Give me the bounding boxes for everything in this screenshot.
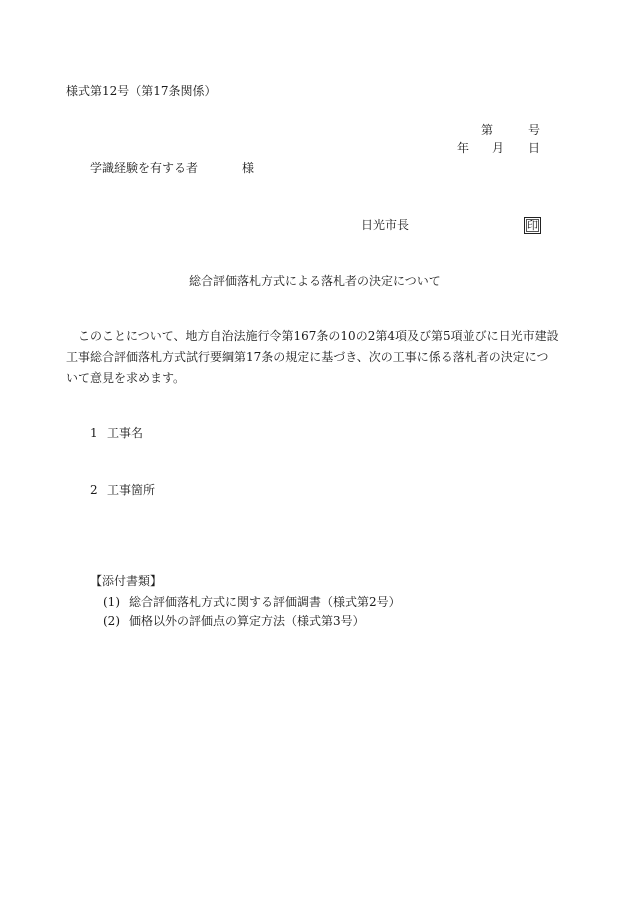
attachment-1-number: (1) xyxy=(103,595,120,609)
seal-mark: 印 xyxy=(524,217,541,234)
date-day: 日 xyxy=(528,141,541,155)
item-2-number: 2 xyxy=(90,483,98,497)
body-line: いて意見を求めます。 xyxy=(66,371,186,385)
form-number: 様式第12号（第17条関係） xyxy=(66,84,217,98)
document-title: 総合評価落札方式による落札者の決定について xyxy=(189,274,441,288)
doc-number-go: 号 xyxy=(528,123,541,137)
attachment-2-text: 価格以外の評価点の算定方法（様式第3号） xyxy=(129,614,365,628)
item-1-label: 工事名 xyxy=(107,426,144,440)
body-paragraph xyxy=(66,326,558,389)
attachments-heading: 【添付書類】 xyxy=(90,574,163,588)
body-line: 工事総合評価落札方式試行要綱第17条の規定に基づき、次の工事に係る落札者の決定につ xyxy=(66,350,549,364)
item-1-number: 1 xyxy=(90,426,98,440)
date-year: 年 xyxy=(457,141,470,155)
doc-number-dai: 第 xyxy=(481,123,494,137)
addressee-name: 学識経験を有する者 xyxy=(90,161,199,175)
sender-title: 日光市長 xyxy=(361,218,410,232)
item-2-label: 工事箇所 xyxy=(107,483,156,497)
date-month: 月 xyxy=(492,141,505,155)
attachment-1-text: 総合評価落札方式に関する評価調書（様式第2号） xyxy=(129,595,401,609)
body-line: このことについて、地方自治法施行令第167条の10の2第4項及び第5項並びに日光市建設 xyxy=(66,329,559,343)
attachment-2-number: (2) xyxy=(103,614,120,628)
addressee-honorific: 様 xyxy=(242,161,255,175)
